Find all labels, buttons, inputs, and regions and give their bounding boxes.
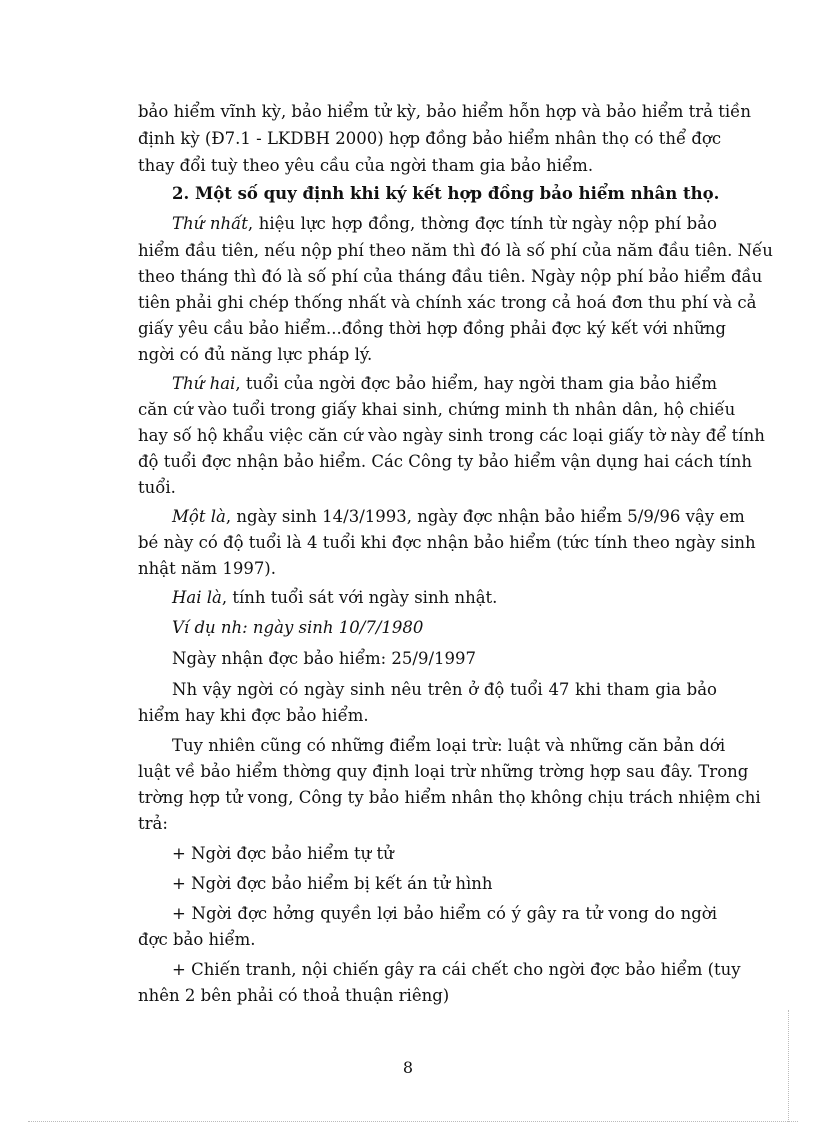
text-line: thay đổi tuỳ theo yêu cầu của ngời tham gia bảo hiểm. xyxy=(138,156,594,175)
text-line xyxy=(172,506,745,528)
list-item: + Ngời đợc hởng quyền lợi bảo hiểm có ý gây ra tử vong do ngời xyxy=(172,904,717,923)
text-line: nhật năm 1997). xyxy=(138,559,276,578)
text-line: ngời có đủ năng lực pháp lý. xyxy=(138,345,373,364)
list-item: + Ngời đợc bảo hiểm bị kết án tử hình xyxy=(172,874,493,893)
text-run: , hiệu lực hợp đồng, thờng đợc tính từ ngày nộp phí bảo xyxy=(247,214,717,233)
example-line: Ví dụ nh: ngày sinh 10/7/1980 xyxy=(172,618,424,637)
page-number: 8 xyxy=(402,1058,414,1077)
text-line xyxy=(172,587,497,609)
text-line: căn cứ vào tuổi trong giấy khai sinh, chứng minh th nhân dân, hộ chiếu xyxy=(138,400,736,419)
text-line: hay số hộ khẩu việc căn cứ vào ngày sinh trong các loại giấy tờ này để tính xyxy=(138,426,765,445)
text-line: định kỳ (Đ7.1 - LKDBH 2000) hợp đồng bảo hiểm nhân thọ có thể đợc xyxy=(138,129,722,148)
text-line: bé này có độ tuổi là 4 tuổi khi đợc nhận bảo hiểm (tức tính theo ngày sinh xyxy=(138,533,756,552)
page-border-right xyxy=(788,1010,789,1122)
text-line: tuổi. xyxy=(138,478,176,497)
text-line: trả: xyxy=(138,814,168,833)
text-run: , tuổi của ngời đợc bảo hiểm, hay ngời tham gia bảo hiểm xyxy=(235,374,717,393)
text-line: đợc bảo hiểm. xyxy=(138,930,256,949)
text-line: Nh vậy ngời có ngày sinh nêu trên ở độ tuổi 47 khi tham gia bảo xyxy=(172,680,717,699)
text-line: trờng hợp tử vong, Công ty bảo hiểm nhân thọ không chịu trách nhiệm chi xyxy=(138,788,761,807)
list-item: + Ngời đợc bảo hiểm tự tử xyxy=(172,844,394,863)
text-line: độ tuổi đợc nhận bảo hiểm. Các Công ty bảo hiểm vận dụng hai cách tính xyxy=(138,452,752,471)
text-line: theo tháng thì đó là số phí của tháng đầu tiên. Ngày nộp phí bảo hiểm đầu xyxy=(138,267,763,286)
text-line: Tuy nhiên cũng có những điểm loại trừ: luật và những căn bản dới xyxy=(172,736,726,755)
section-heading: 2. Một số quy định khi ký kết hợp đồng bảo hiểm nhân thọ. xyxy=(172,184,720,203)
text-line: giấy yêu cầu bảo hiểm...đồng thời hợp đồng phải đợc ký kết với những xyxy=(138,319,726,338)
text-run: , ngày sinh 14/3/1993, ngày đợc nhận bảo hiểm 5/9/96 vậy em xyxy=(225,507,745,526)
text-line xyxy=(172,213,717,235)
list-item: + Chiến tranh, nội chiến gây ra cái chết cho ngời đợc bảo hiểm (tuy xyxy=(172,960,741,979)
text-line: hiểm hay khi đợc bảo hiểm. xyxy=(138,706,369,725)
text-line: bảo hiểm vĩnh kỳ, bảo hiểm tử kỳ, bảo hiểm hỗn hợp và bảo hiểm trả tiền xyxy=(138,102,751,121)
text-line: hiểm đầu tiên, nếu nộp phí theo năm thì đó là số phí của năm đầu tiên. Nếu xyxy=(138,241,773,260)
text-line: tiên phải ghi chép thống nhất và chính xác trong cả hoá đơn thu phí và cả xyxy=(138,293,757,312)
text-line: luật về bảo hiểm thờng quy định loại trừ những trờng hợp sau đây. Trong xyxy=(138,762,749,781)
lead-phrase: Hai là xyxy=(172,588,222,607)
text-run: , tính tuổi sát với ngày sinh nhật. xyxy=(221,588,498,607)
lead-phrase: Một là xyxy=(172,507,226,526)
text-line xyxy=(172,373,717,395)
text-line: nhên 2 bên phải có thoả thuận riêng) xyxy=(138,986,450,1005)
lead-phrase: Thứ hai xyxy=(172,374,236,393)
text-line: Ngày nhận đợc bảo hiểm: 25/9/1997 xyxy=(172,649,477,668)
page-border-bottom xyxy=(28,1121,798,1122)
lead-phrase: Thứ nhất xyxy=(172,214,248,233)
